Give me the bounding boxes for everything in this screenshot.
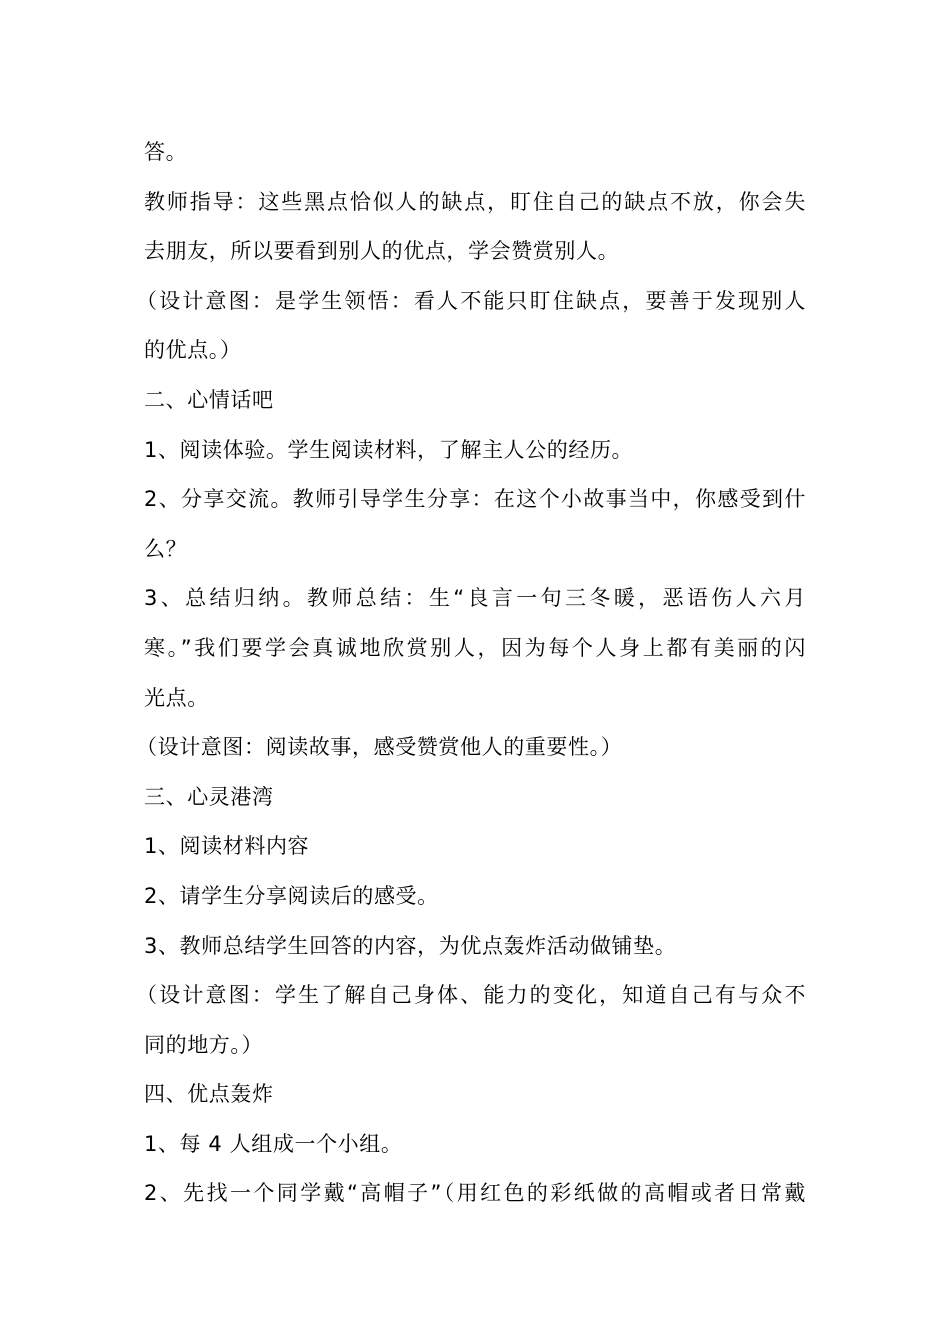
text-line: （设计意图：是学生领悟：看人不能只盯住缺点，要善于发现别人 (136, 288, 806, 313)
list-item: 1、阅读体验。学生阅读材料，了解主人公的经历。 (144, 437, 634, 462)
text-line: 去朋友，所以要看到别人的优点，学会赞赏别人。 (144, 239, 620, 264)
text-line: （设计意图：阅读故事，感受赞赏他人的重要性。） (136, 735, 623, 760)
section-heading: 四、优点轰炸 (144, 1082, 274, 1107)
text-line: 同的地方。） (144, 1032, 264, 1057)
text-line: 教师指导：这些黑点恰似人的缺点，盯住自己的缺点不放，你会失 (144, 189, 806, 214)
text-line: 么？ (144, 536, 188, 561)
text-line: 的优点。） (144, 338, 242, 363)
list-item: 1、每 4 人组成一个小组。 (144, 1131, 403, 1156)
section-heading: 二、心情话吧 (144, 387, 274, 412)
text-line: 光点。 (144, 685, 209, 710)
list-item: 2、先找一个同学戴“高帽子”（用红色的彩纸做的高帽或者日常戴 (144, 1181, 806, 1206)
list-item: 1、阅读材料内容 (144, 834, 310, 859)
list-item: 2、分享交流。教师引导学生分享：在这个小故事当中，你感受到什 (144, 487, 806, 512)
text-line: 答。 (144, 140, 188, 164)
list-item: 3、总结归纳。教师总结：生“良言一句三冬暖，恶语伤人六月 (144, 586, 806, 611)
list-item: 2、请学生分享阅读后的感受。 (144, 883, 439, 908)
list-item: 3、教师总结学生回答的内容，为优点轰炸活动做铺垫。 (144, 933, 677, 958)
document-page (136, 128, 806, 1219)
section-heading: 三、心灵港湾 (144, 784, 274, 809)
text-line: （设计意图：学生了解自己身体、能力的变化，知道自己有与众不 (136, 983, 806, 1008)
text-line: 寒。”我们要学会真诚地欣赏别人，因为每个人身上都有美丽的闪 (144, 635, 806, 660)
